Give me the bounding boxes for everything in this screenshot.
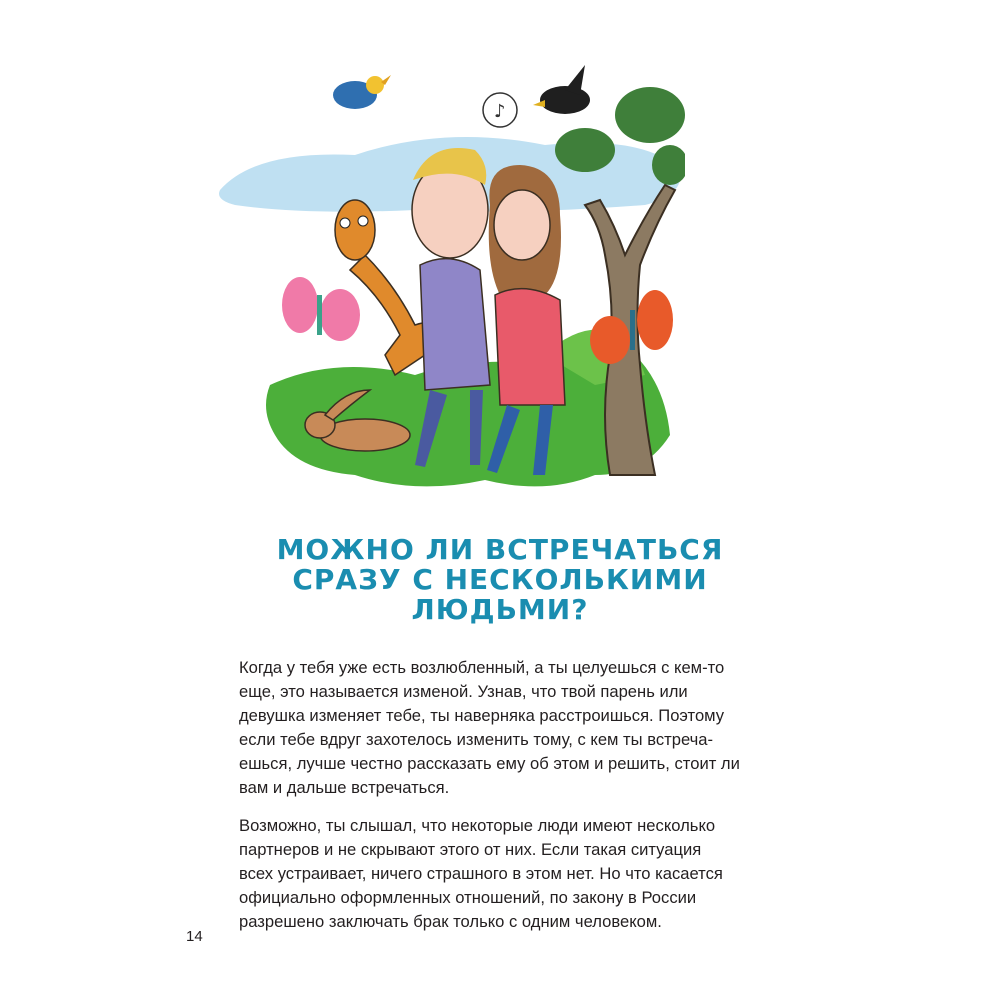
tree-foliage xyxy=(615,87,685,143)
paragraph xyxy=(239,656,784,800)
svg-text:♪: ♪ xyxy=(494,101,506,122)
heading-line: ЛЮДЬМИ? xyxy=(411,593,589,626)
page-heading xyxy=(150,535,850,625)
heading-line: СРАЗУ С НЕСКОЛЬКИМИ xyxy=(292,563,708,596)
text-line: девушка изменяет тебе, ты наверняка расстроишься. Поэтому xyxy=(239,706,725,725)
text-line: партнеров и не скрывают этого от них. Если такая ситуация xyxy=(239,840,702,859)
text-line: ешься, лучше честно рассказать ему об этом и решить, стоит ли xyxy=(239,754,740,773)
blue-bird xyxy=(333,75,391,109)
text-line: разрешено заключать брак только с одним человеком. xyxy=(239,912,662,931)
couple-illustration xyxy=(215,55,685,495)
music-note-bubble xyxy=(483,93,517,127)
black-bird xyxy=(533,65,590,114)
text-line: Возможно, ты слышал, что некоторые люди имеют несколько xyxy=(239,816,716,835)
heading-line: МОЖНО ЛИ ВСТРЕЧАТЬСЯ xyxy=(276,533,724,566)
tree-foliage xyxy=(555,128,615,172)
pink-butterfly xyxy=(282,277,360,341)
text-line: всех устраивает, ничего страшного в этом нет. Но что касается xyxy=(239,864,723,883)
text-line: если тебе вдруг захотелось изменить тому, с кем ты встреча- xyxy=(239,730,714,749)
paragraph xyxy=(239,814,784,934)
text-line: Когда у тебя уже есть возлюбленный, а ты целуешься с кем-то xyxy=(239,658,725,677)
text-line: еще, это называется изменой. Узнав, что твой парень или xyxy=(239,682,688,701)
text-line: официально оформленных отношений, по закону в России xyxy=(239,888,697,907)
text-line: вам и дальше встречаться. xyxy=(239,778,450,797)
page-number: 14 xyxy=(186,928,203,945)
body-text xyxy=(239,656,784,948)
